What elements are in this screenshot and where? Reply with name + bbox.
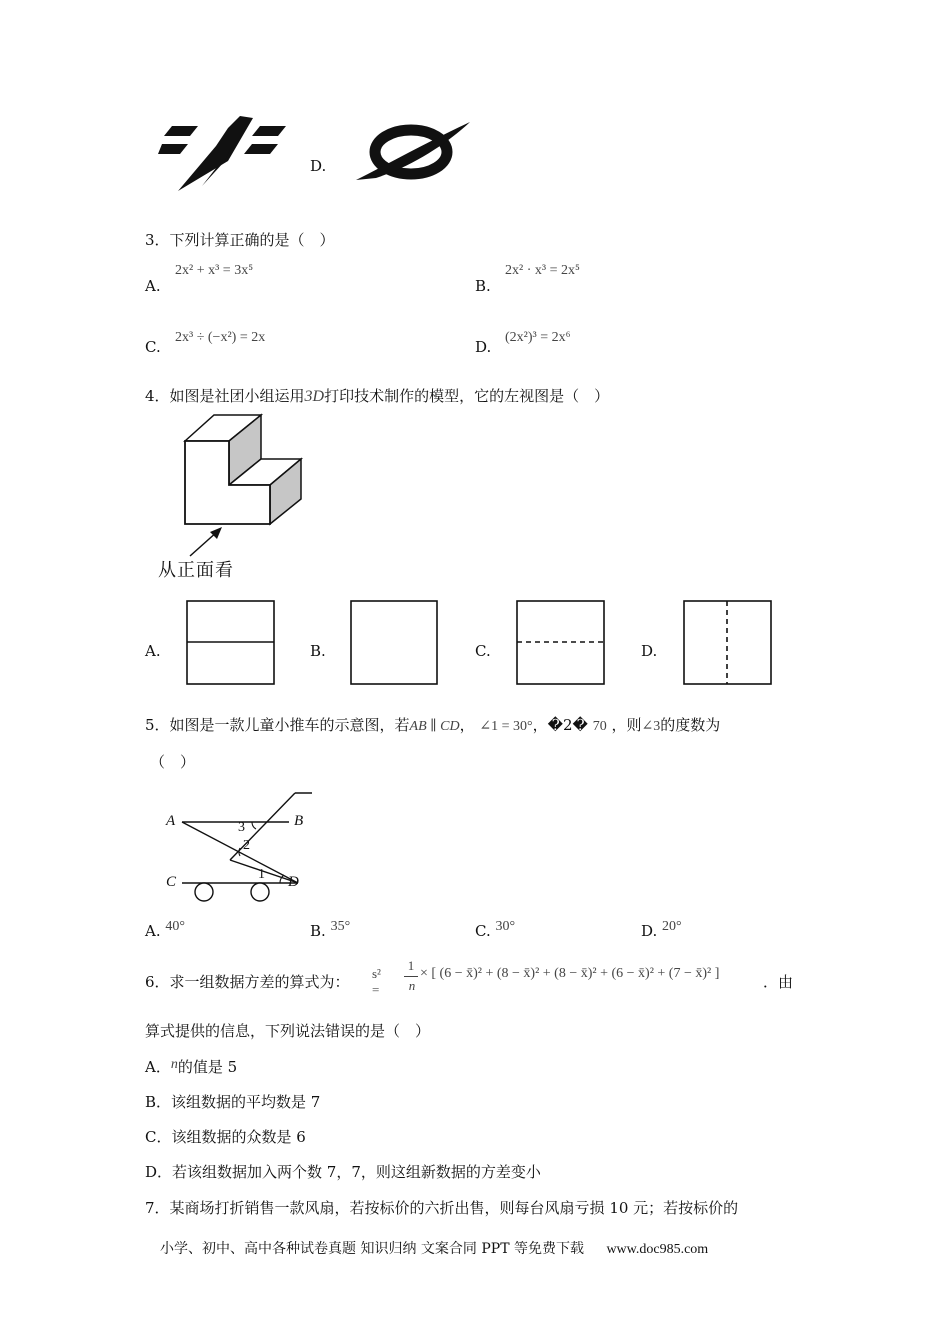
q6-option-a-label: A．	[145, 1058, 171, 1076]
q5-label-a: A	[166, 813, 176, 829]
q5-option-a-label: A.	[145, 922, 161, 940]
q6-option-a-math: n	[170, 1057, 178, 1072]
q4-option-d-label: D.	[641, 642, 658, 660]
q6-option-d	[145, 1161, 541, 1182]
q4-stem	[145, 385, 609, 406]
q5-option-b	[310, 919, 351, 941]
q2-option-d-label: D.	[310, 157, 327, 175]
q3-option-d-expr	[505, 330, 571, 346]
q5-option-d-label: D.	[641, 922, 658, 940]
q5-stem-math3: 70	[592, 719, 607, 734]
q2-logo-c-graphic	[158, 116, 288, 191]
q5-option-a-value: 40°	[165, 919, 185, 934]
q5-stem-end: 的度数为	[660, 716, 721, 734]
q3-option-d-label: D.	[475, 338, 492, 356]
q2-logo-d-graphic	[356, 120, 471, 185]
q4-stem-pre: 4．如图是社团小组运用	[145, 387, 305, 405]
q4-option-b-label: B.	[310, 642, 326, 660]
q5-stem-pre: 5．如图是一款儿童小推车的示意图，若	[145, 716, 410, 734]
q3-option-c-label: C.	[145, 338, 161, 356]
q5-angle-2: 2	[243, 838, 250, 853]
q6-option-c-label: C．	[145, 1128, 172, 1146]
q6-option-d-label: D．	[145, 1163, 173, 1181]
q3-option-d-lhs: (2x²)³	[505, 330, 537, 345]
q7-stem: 7．某商场打折销售一款风扇，若按标价的六折出售，则每台风扇亏损 10 元；若按标价的	[145, 1199, 739, 1217]
q4-stem-post: 打印技术制作的模型，它的左视图是（ ）	[324, 387, 610, 405]
q3-option-c-rhs: = 2x	[239, 330, 266, 345]
q5-option-c-label: C.	[475, 922, 491, 940]
q5-stem-mid: ，	[459, 716, 475, 734]
q5-stem-math1: AB ∥ CD	[409, 719, 460, 734]
q6-option-b-label: B．	[145, 1093, 172, 1111]
q6-option-a	[145, 1056, 237, 1077]
q6-stem-pre: 6．求一组数据方差的算式为：	[145, 973, 350, 991]
q5-option-c-value: 30°	[495, 919, 516, 934]
q3-option-a-label: A.	[145, 277, 161, 295]
q5-label-d: D	[288, 874, 299, 890]
q5-stem-garbled: �2�	[547, 716, 588, 734]
q6-option-b	[145, 1091, 320, 1112]
q6-stem-line2: 算式提供的信息，下列说法错误的是（ ）	[145, 1022, 431, 1040]
q3-option-a-lhs: 2x² + x³	[175, 263, 220, 278]
q4-option-d-figure	[683, 600, 773, 686]
q5-option-c	[475, 919, 516, 941]
q5-option-d-value: 20°	[662, 919, 682, 934]
q3-option-b-expr	[505, 263, 580, 279]
q4-option-a-figure	[186, 600, 276, 686]
q6-option-d-text: 若该组数据加入两个数 7，7，则这组新数据的方差变小	[172, 1163, 541, 1181]
q3-option-c-expr	[175, 330, 265, 346]
q3-option-b-rhs: = 2x⁵	[549, 263, 580, 278]
q6-stem-post: ．由	[763, 973, 794, 991]
q5-label-b: B	[294, 813, 304, 829]
q5-angle-3: 3	[238, 820, 245, 835]
q4-stem-math: 3D	[304, 388, 325, 405]
q5-stem-post: ，则	[611, 716, 642, 734]
q3-stem: 3．下列计算正确的是（ ）	[145, 231, 335, 249]
q6-option-c	[145, 1126, 306, 1147]
q5-stem-math4: ∠3	[641, 719, 661, 734]
q6-option-b-text: 该组数据的平均数是 7	[171, 1093, 321, 1111]
q6-formula-den: n	[408, 978, 416, 993]
q4-model-figure	[184, 413, 314, 563]
q3-option-b-label: B.	[475, 277, 491, 295]
footer	[160, 1238, 708, 1258]
q3-option-d-rhs: = 2x⁶	[540, 330, 571, 345]
q5-option-b-label: B.	[310, 922, 326, 940]
q4-option-a-label: A.	[145, 642, 161, 660]
q5-angle-1: 1	[258, 867, 265, 882]
q6-formula-body: × [ (6 − x̄)² + (8 − x̄)² + (8 − x̄)² + (6 − x̄)² + (7 − x̄)² ]	[420, 966, 720, 981]
q3-option-c-lhs: 2x³ ÷ (−x²)	[175, 330, 237, 345]
q6-formula-num: 1	[407, 958, 415, 973]
q5-stem	[145, 714, 720, 735]
q3-option-a-expr	[175, 263, 253, 279]
q5-stem-mid2: ，	[532, 716, 548, 734]
q3-option-b-lhs: 2x² · x³	[505, 263, 547, 278]
q5-stem-line2: （ ）	[150, 753, 196, 771]
q3-option-a-rhs: = 3x⁵	[222, 263, 254, 278]
footer-text: 小学、初中、高中各种试卷真题 知识归纳 文案合同 PPT 等免费下载	[160, 1241, 584, 1257]
q4-option-b-figure	[350, 600, 440, 686]
q5-option-b-value: 35°	[330, 919, 351, 934]
q4-option-c-label: C.	[475, 642, 491, 660]
q6-option-c-text: 该组数据的众数是 6	[171, 1128, 306, 1146]
q5-option-d	[641, 919, 682, 941]
footer-url: www.doc985.com	[606, 1242, 709, 1257]
q5-option-a	[145, 919, 185, 941]
q4-figure-caption: 从正面看	[158, 560, 234, 581]
q5-label-c: C	[166, 874, 177, 890]
q6-option-a-text: 的值是 5	[177, 1058, 238, 1076]
q4-option-c-figure	[516, 600, 606, 686]
q6-formula-lhs: s² =	[372, 966, 381, 997]
q6-formula-fraction-bar	[404, 976, 418, 977]
q5-stem-math2: ∠1 = 30°	[479, 719, 533, 734]
